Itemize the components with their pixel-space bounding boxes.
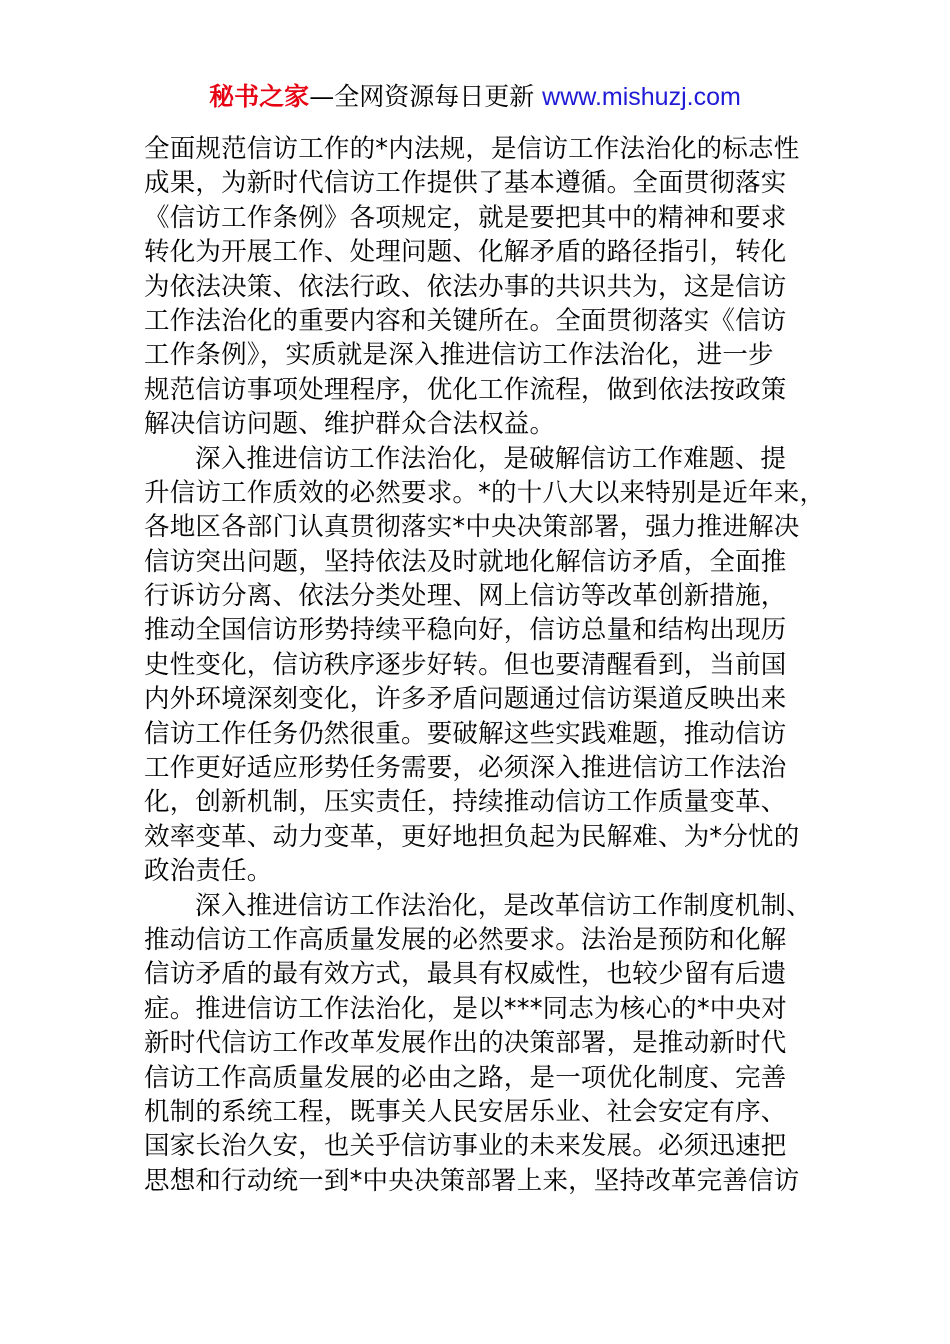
text-line: 新时代信访工作改革发展作出的决策部署，是推动新时代 bbox=[144, 1028, 787, 1059]
text-line: 解决信访问题、维护群众合法权益。 bbox=[144, 409, 556, 440]
site-url-link[interactable]: www.mishuzj.com bbox=[542, 83, 741, 111]
text-line: 思想和行动统一到*中央决策部署上来，坚持改革完善信访 bbox=[144, 1165, 800, 1196]
text-line: 《信访工作条例》各项规定，就是要把其中的精神和要求 bbox=[144, 202, 787, 233]
text-line: 转化为开展工作、处理问题、化解矛盾的路径指引，转化 bbox=[144, 237, 787, 268]
text-line: 政治责任。 bbox=[144, 856, 273, 887]
text-line: 升信访工作质效的必然要求。*的十八大以来特别是近年来， bbox=[144, 477, 826, 508]
text-line: 机制的系统工程，既事关人民安居乐业、社会安定有序、 bbox=[144, 1096, 787, 1127]
text-line: 国家长治久安，也关乎信访事业的未来发展。必须迅速把 bbox=[144, 1131, 787, 1162]
text-line: 为依法决策、依法行政、依法办事的共识共为，这是信访 bbox=[144, 271, 787, 302]
text-line: 信访矛盾的最有效方式，最具有权威性，也较少留有后遗 bbox=[144, 959, 787, 990]
text-line: 化，创新机制，压实责任，持续推动信访工作质量变革、 bbox=[144, 787, 787, 818]
text-line: 工作更好适应形势任务需要，必须深入推进信访工作法治 bbox=[144, 753, 787, 784]
article-body bbox=[144, 132, 826, 1198]
site-header bbox=[0, 80, 950, 114]
text-line: 史性变化，信访秩序逐步好转。但也要清醒看到，当前国 bbox=[144, 649, 787, 680]
brand-name: 秘书之家 bbox=[209, 82, 310, 111]
paragraph-first-line: 深入推进信访工作法治化，是改革信访工作制度机制、 bbox=[195, 890, 812, 921]
text-line: 信访工作高质量发展的必由之路，是一项优化制度、完善 bbox=[144, 1062, 787, 1093]
text-line: 信访突出问题，坚持依法及时就地化解信访矛盾，全面推 bbox=[144, 546, 787, 577]
text-line: 规范信访事项处理程序，优化工作流程，做到依法按政策 bbox=[144, 374, 787, 405]
text-line: 内外环境深刻变化，许多矛盾问题通过信访渠道反映出来 bbox=[144, 684, 787, 715]
text-line: 效率变革、动力变革，更好地担负起为民解难、为*分忧的 bbox=[144, 821, 800, 852]
text-line: 成果，为新时代信访工作提供了基本遵循。全面贯彻落实 bbox=[144, 168, 787, 199]
text-line: 各地区各部门认真贯彻落实*中央决策部署，强力推进解决 bbox=[144, 512, 800, 543]
header-tagline: —全网资源每日更新 bbox=[309, 82, 535, 111]
text-line: 推动全国信访形势持续平稳向好，信访总量和结构出现历 bbox=[144, 615, 787, 646]
text-line: 症。推进信访工作法治化，是以***同志为核心的*中央对 bbox=[144, 993, 787, 1024]
text-line: 信访工作任务仍然很重。要破解这些实践难题，推动信访 bbox=[144, 718, 787, 749]
text-line: 全面规范信访工作的*内法规，是信访工作法治化的标志性 bbox=[144, 134, 800, 164]
text-line: 推动信访工作高质量发展的必然要求。法治是预防和化解 bbox=[144, 924, 787, 955]
paragraph-first-line: 深入推进信访工作法治化，是破解信访工作难题、提 bbox=[195, 443, 787, 474]
text-line: 工作法治化的重要内容和关键所在。全面贯彻落实《信访 bbox=[144, 305, 787, 336]
text-line: 工作条例》，实质就是深入推进信访工作法治化，进一步 bbox=[144, 340, 774, 371]
text-line: 行诉访分离、依法分类处理、网上信访等改革创新措施， bbox=[144, 581, 787, 612]
